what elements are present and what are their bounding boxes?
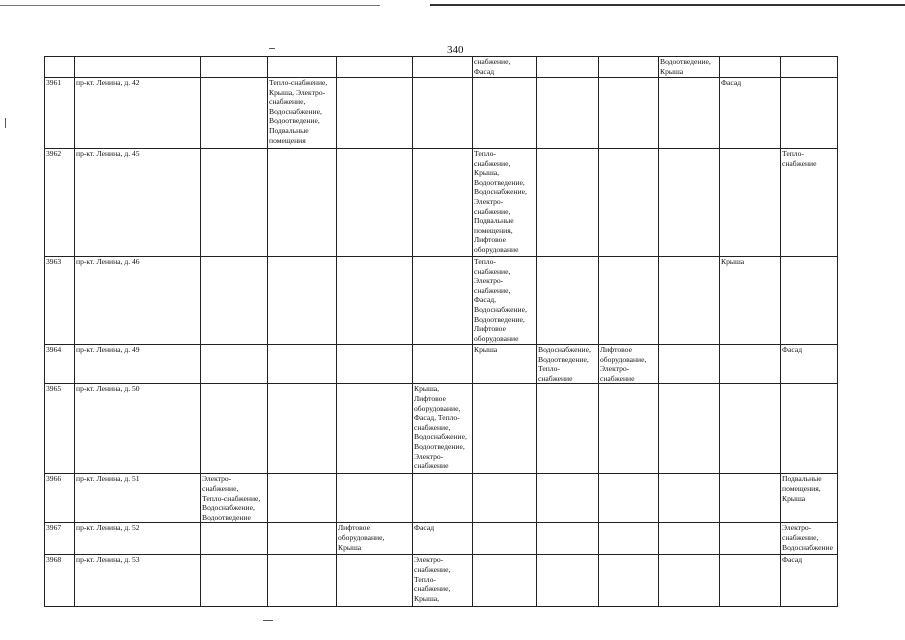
table-row <box>45 345 838 384</box>
work-type-cell <box>781 384 838 474</box>
work-type-cell <box>337 345 413 384</box>
work-type-cell <box>413 555 473 607</box>
work-type-cell <box>781 78 838 149</box>
work-type-cell <box>413 345 473 384</box>
work-type-cell <box>781 523 838 555</box>
cell-line: оборудование <box>474 244 519 254</box>
cell-line: Водоснабжение, <box>538 345 591 354</box>
work-type-cell <box>720 345 781 384</box>
cell-line: Лифтовое <box>474 324 506 334</box>
work-type-cell <box>337 257 413 345</box>
work-type-cell <box>201 555 268 607</box>
work-type-cell <box>201 149 268 257</box>
work-type-cell <box>599 257 659 345</box>
address-cell: пр-кт. Ленина, д. 42 <box>75 78 201 149</box>
cell-line: Электро- <box>474 276 504 286</box>
cell-line: снабжение <box>414 461 449 471</box>
cell-line: Лифтовое <box>600 345 632 354</box>
work-type-cell <box>473 555 537 607</box>
row-number: 3962 <box>45 149 75 257</box>
work-type-cell <box>537 474 599 523</box>
address-cell: пр-кт. Ленина, д. 49 <box>75 345 201 384</box>
scan-mark <box>263 620 273 621</box>
work-type-cell <box>720 149 781 257</box>
work-type-cell <box>337 523 413 555</box>
cell-line: Тепло- <box>474 149 496 158</box>
work-type-cell <box>268 345 337 384</box>
address-cell: пр-кт. Ленина, д. 45 <box>75 149 201 257</box>
page-number: 340 <box>447 44 464 56</box>
cell-line: Водоотведение, <box>474 314 525 324</box>
work-type-cell <box>537 384 599 474</box>
repair-schedule-table <box>44 56 838 607</box>
work-type-cell <box>473 78 537 149</box>
cell-line: Электро- <box>202 474 232 484</box>
cell-line: Фасад <box>782 555 803 565</box>
work-type-cell <box>337 78 413 149</box>
cell-line: оборудование, <box>338 532 385 542</box>
table-cell <box>537 57 599 78</box>
table-row <box>45 523 838 555</box>
cell-line: Крыша <box>721 257 745 266</box>
work-type-cell <box>201 78 268 149</box>
cell-line: Лифтовое <box>338 523 370 533</box>
cell-line: Водоснабжение, <box>474 304 527 314</box>
cell-line: Фасад <box>721 78 742 87</box>
table-row <box>45 474 838 523</box>
row-number: 3968 <box>45 555 75 607</box>
cell-line: Фасад, <box>474 295 496 305</box>
work-type-cell <box>201 523 268 555</box>
cell-line: снабжение, <box>782 532 819 542</box>
work-type-cell <box>201 345 268 384</box>
cell-line: Водоотведение, <box>269 116 320 126</box>
cell-line: Крыша, Электро- <box>269 87 326 97</box>
work-type-cell <box>268 523 337 555</box>
table-row <box>45 257 838 345</box>
address-cell: пр-кт. Ленина, д. 53 <box>75 555 201 607</box>
work-type-cell <box>659 345 720 384</box>
cell-line: Лифтовое <box>474 235 506 245</box>
work-type-cell <box>599 523 659 555</box>
cell-line: помещения, <box>782 483 821 493</box>
table-cell <box>659 57 720 78</box>
table-cell <box>201 57 268 78</box>
table-cell <box>720 57 781 78</box>
row-number: 3961 <box>45 78 75 149</box>
cell-line: Фасад <box>474 66 495 76</box>
top-scan-line-right <box>430 4 905 6</box>
cell-line: Водоотведение, <box>414 441 465 451</box>
work-type-cell <box>413 149 473 257</box>
cell-line: Крыша <box>782 493 806 503</box>
work-type-cell <box>537 257 599 345</box>
work-type-cell <box>201 474 268 523</box>
cell-line: снабжение, <box>474 266 511 276</box>
cell-line: Тепло- <box>414 574 436 584</box>
address-cell: пр-кт. Ленина, д. 51 <box>75 474 201 523</box>
cell-line: снабжение, <box>414 564 451 574</box>
cell-line: оборудование <box>474 333 519 343</box>
cell-line: Фасад <box>414 523 435 533</box>
row-number: 3964 <box>45 345 75 384</box>
cell-line: Лифтовое <box>414 393 446 403</box>
cell-line: оборудование, <box>600 354 647 364</box>
cell-line: снабжение <box>600 373 635 383</box>
work-type-cell <box>337 149 413 257</box>
cell-line: Крыша <box>660 66 684 76</box>
work-type-cell <box>413 474 473 523</box>
work-type-cell <box>599 78 659 149</box>
work-type-cell <box>268 78 337 149</box>
table-cell <box>268 57 337 78</box>
work-type-cell <box>537 78 599 149</box>
work-type-cell <box>413 384 473 474</box>
cell-line: помещения, <box>474 225 513 235</box>
work-type-cell <box>201 257 268 345</box>
work-type-cell <box>781 474 838 523</box>
work-type-cell <box>781 345 838 384</box>
cell-line: Водоснабжение <box>782 542 833 552</box>
work-type-cell <box>268 384 337 474</box>
cell-line: снабжение, <box>474 158 511 168</box>
table-cell <box>45 57 75 78</box>
table-cell <box>413 57 473 78</box>
work-type-cell <box>659 257 720 345</box>
top-scan-line-left <box>0 5 380 6</box>
cell-line: помещения <box>269 135 306 145</box>
work-type-cell <box>720 555 781 607</box>
work-type-cell <box>413 523 473 555</box>
cell-line: Водоотведение, <box>538 354 589 364</box>
cell-line: снабжение, <box>414 422 451 432</box>
table-cell <box>337 57 413 78</box>
cell-line: Подвальные <box>269 125 309 135</box>
work-type-cell <box>473 149 537 257</box>
work-type-cell <box>659 149 720 257</box>
cell-line: Водоснабжение, <box>202 503 255 513</box>
cell-line: Тепло- <box>782 149 804 158</box>
work-type-cell <box>659 78 720 149</box>
cell-line: Электро- <box>600 364 630 374</box>
table-row <box>45 78 838 149</box>
row-number: 3967 <box>45 523 75 555</box>
table-row <box>45 149 838 257</box>
table-cell <box>75 57 201 78</box>
work-type-cell <box>268 555 337 607</box>
table-cell <box>781 57 838 78</box>
work-type-cell <box>473 384 537 474</box>
scan-mark <box>269 48 275 49</box>
work-type-cell <box>473 523 537 555</box>
work-type-cell <box>337 384 413 474</box>
work-type-cell <box>413 257 473 345</box>
cell-line: Электро- <box>782 523 812 533</box>
work-type-cell <box>781 555 838 607</box>
cell-line: снабжение, <box>269 97 306 107</box>
cell-line: Тепло-снабжение, <box>269 78 328 87</box>
work-type-cell <box>537 555 599 607</box>
work-type-cell <box>599 149 659 257</box>
work-type-cell <box>599 474 659 523</box>
cell-line: Электро- <box>414 555 444 565</box>
work-type-cell <box>659 384 720 474</box>
work-type-cell <box>599 555 659 607</box>
scan-mark <box>5 118 6 128</box>
work-type-cell <box>268 474 337 523</box>
work-type-cell <box>268 149 337 257</box>
work-type-cell <box>537 345 599 384</box>
address-cell: пр-кт. Ленина, д. 46 <box>75 257 201 345</box>
table-cell <box>599 57 659 78</box>
work-type-cell <box>201 384 268 474</box>
cell-line: Фасад <box>782 345 803 354</box>
cell-line: Фасад, Тепло- <box>414 413 460 423</box>
row-number: 3966 <box>45 474 75 523</box>
work-type-cell <box>781 149 838 257</box>
cell-line: Водоснабжение, <box>269 106 322 116</box>
address-cell: пр-кт. Ленина, д. 52 <box>75 523 201 555</box>
address-cell: пр-кт. Ленина, д. 50 <box>75 384 201 474</box>
cell-line: снабжение, <box>414 584 451 594</box>
table-cell <box>473 57 537 78</box>
cell-line: Подвальные <box>474 216 514 226</box>
cell-line: снабжение, <box>202 483 239 493</box>
cell-line: Водоотведение <box>202 512 251 522</box>
cell-line: Подвальные <box>782 474 822 484</box>
work-type-cell <box>720 474 781 523</box>
work-type-cell <box>599 345 659 384</box>
row-number: 3965 <box>45 384 75 474</box>
cell-line: Тепло- <box>474 257 496 266</box>
cell-line: Крыша, <box>474 168 500 178</box>
cell-line: Водоснабжение, <box>414 432 467 442</box>
cell-line: Водоснабжение, <box>474 187 527 197</box>
work-type-cell <box>413 78 473 149</box>
cell-line: Водоотведение, <box>660 57 711 66</box>
work-type-cell <box>537 523 599 555</box>
work-type-cell <box>781 257 838 345</box>
work-type-cell <box>659 474 720 523</box>
work-type-cell <box>720 384 781 474</box>
cell-line: снабжение <box>782 158 817 168</box>
table-row <box>45 384 838 474</box>
work-type-cell <box>720 78 781 149</box>
cell-line: Тепло- <box>538 364 560 374</box>
row-number: 3963 <box>45 257 75 345</box>
cell-line: Электро- <box>414 451 444 461</box>
work-type-cell <box>337 474 413 523</box>
cell-line: Электро- <box>474 196 504 206</box>
cell-line: оборудование, <box>414 403 461 413</box>
cell-line: снабжение, <box>474 206 511 216</box>
cell-line: снабжение, <box>474 285 511 295</box>
work-type-cell <box>473 257 537 345</box>
cell-line: Водоотведение, <box>474 177 525 187</box>
cell-line: Крыша <box>338 542 362 552</box>
work-type-cell <box>720 257 781 345</box>
cell-line: Тепло-снабжение, <box>202 493 261 503</box>
work-type-cell <box>473 474 537 523</box>
work-type-cell <box>659 555 720 607</box>
cell-line: снабжение <box>538 373 573 383</box>
table-row <box>45 555 838 607</box>
cell-line: Крыша, <box>414 593 440 603</box>
work-type-cell <box>337 555 413 607</box>
table-row-continuation <box>45 57 838 78</box>
work-type-cell <box>537 149 599 257</box>
work-type-cell <box>599 384 659 474</box>
work-type-cell <box>473 345 537 384</box>
work-type-cell <box>659 523 720 555</box>
cell-line: Крыша, <box>414 384 440 394</box>
cell-line: снабжение, <box>474 57 511 66</box>
work-type-cell <box>268 257 337 345</box>
work-type-cell <box>720 523 781 555</box>
cell-line: Крыша <box>474 345 498 354</box>
